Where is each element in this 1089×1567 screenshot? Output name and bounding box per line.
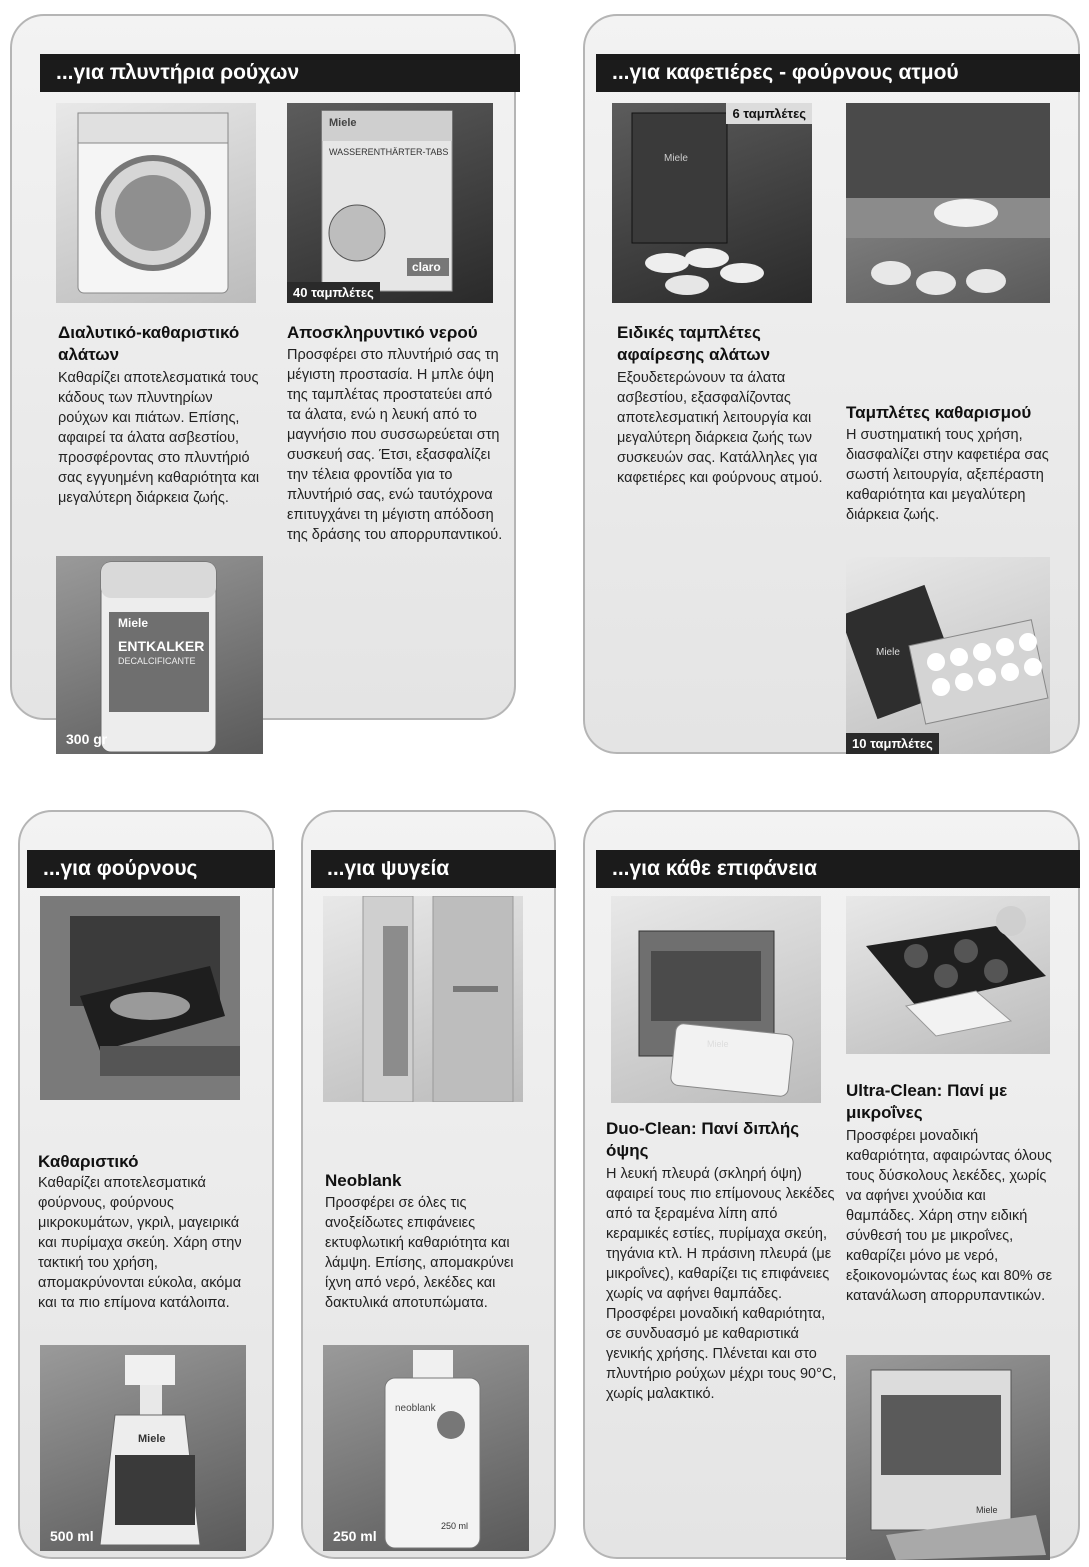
section-header-coffee: ...για καφετιέρες - φούρνους ατμού [596,54,1080,92]
descaler-pack-label: ENTKALKER [118,638,205,654]
neoblank-photo [323,1345,529,1551]
water-softener-pack-brand: claro [412,260,441,274]
ultra-clean-title: Ultra-Clean: Πανί με μικροΐνες [846,1081,1008,1122]
spray-bottle-icon [40,1345,246,1551]
descaler-badge: 300 gr [66,731,108,747]
section-header-ovens: ...για φούρνους [27,850,275,888]
fridge-photo [323,896,523,1102]
oven-cleaner-photo [40,1345,246,1551]
water-softener-description: Προσφέρει στο πλυντήριό σας τη μέγιστη προστασία. Η μπλε όψη της ταμπλέτας προστατεύει από τα άλατα, ενώ η λευκή από το μαγνήσιο που συσσωρεύεται στη συσκευή σας. Έτσι, εξασφαλίζει την τέλεια φροντίδα για το πλυντήριό σας, ενώ ταυτόχρονα επιτυγχάνει τη μέγιστη απόδοση της δράσης του απορρυπαντικού. [287,347,503,543]
water-softener-pack-label: WASSERENTHÄRTER-TABS [329,147,449,157]
ultra-clean-photo [846,1355,1050,1560]
neoblank-description: Προσφέρει σε όλες τις ανοξείδωτες επιφάνειες εκτυφλωτική καθαριότητα και λάμψη. Επίσης, απομακρύνει ίχνη από νερό, λεκέδες και δακτυλικά αποτυπώματα. [325,1195,514,1311]
duo-clean-brand: Miele [707,1039,729,1049]
tablet-pack-icon [612,103,812,303]
descaling-tablets-description: Εξουδετερώνουν τα άλατα ασβεστίου, εξασφαλίζοντας αποτελεσματική λειτουργία και μεγαλύτερη διάρκεια ζωής των συσκευών σας. Κατάλληλες για καφετιέρες και φούρνους ατμού. [617,370,823,486]
cleaning-tablets-title: Ταμπλέτες καθαρισμού [846,403,1032,422]
oven-cleaner-title: Καθαριστικό [38,1152,139,1171]
neoblank-pack-volume: 250 ml [441,1521,469,1531]
neoblank-pack-label: neoblank [395,1403,436,1414]
descaler-brand: Miele [118,616,149,630]
cleaning-tablets-photo [846,557,1050,754]
section-header-washing: ...για πλυντήρια ρούχων [40,54,520,92]
descaling-tablets-badge: 6 ταμπλέτες [726,103,812,124]
cooktop-photo [846,896,1050,1054]
descaler-jar-icon [56,556,263,754]
water-softener-brand: Miele [329,117,357,129]
duo-clean-description: Η λευκή πλευρά (σκληρή όψη) αφαιρεί τους πιο επίμονους λεκέδες από τα ξεραμένα λίπη από κεραμικές εστίες, πυρίμαχα σκεύη, τηγάνια κτλ. Η πράσινη πλευρά (με μικροΐνες), καθαρίζει τις επιφάνειες χωρίς να αφήνει θαμπάδες. Προσφέρει μοναδική καθαριότητα, σε συνδυασμό με καθαριστικά γενικής χρήσης. Πλένεται και στο πλυντήριο ρούχων μέχρι τους 90°C, χωρίς μαλακτικό. [606,1166,837,1402]
water-softener-badge: 40 ταμπλέτες [287,282,380,303]
neoblank-bottle-icon [323,1345,529,1551]
oven-cleaner-description: Καθαρίζει αποτελεσματικά φούρνους, φούρνους μικροκυμάτων, γκριλ, μαγειρικά και πυρίμαχα σκεύη. Χάρη στην τακτική του χρήση, απομακρύνονται εύκολα, ακόμα και τα πιο επίμονα κατάλοιπα. [38,1175,242,1311]
cloth-pack-icon [611,896,821,1103]
oven-tray-icon [40,896,240,1100]
descaler-photo [56,556,263,754]
tablet-box-icon [287,103,493,303]
oven-cleaner-badge: 500 ml [50,1528,94,1544]
water-softener-title: Αποσκληρυντικό νερού [287,323,478,342]
coffee-cup-icon [846,103,1050,303]
cleaning-tablets-description: Η συστηματική τους χρήση, διασφαλίζει στην καφετιέρα σας σωστή λειτουργία, αξεπέραστη καθαριότητα και μεγαλύτερη διάρκεια ζωής. [846,427,1049,523]
washing-machine-icon [56,103,256,303]
fridge-icon [323,896,523,1102]
section-header-surfaces: ...για κάθε επιφάνεια [596,850,1080,888]
water-softener-photo [287,103,493,303]
descaling-tablets-brand: Miele [664,153,688,164]
section-header-fridges: ...για ψυγεία [311,850,556,888]
cleaning-tablets-badge: 10 ταμπλέτες [846,733,939,754]
descaling-tablets-title: Ειδικές ταμπλέτες αφαίρεσης αλάτων [617,323,771,364]
duo-clean-title: Duo-Clean: Πανί διπλής όψης [606,1119,800,1160]
descaling-tablets-photo [612,103,812,303]
coffee-machine-photo [846,103,1050,303]
ultra-clean-description: Προσφέρει μοναδική καθαριότητα, αφαιρώντας όλους τους δύσκολους λεκέδες, χωρίς να αφήνει χνούδια και θαμπάδες. Χάρη στην ειδική σύνθεσή του με μικροΐνες, καθαρίζει μόνο με νερό, εξοικονομώντας έως και 80% σε κατανάλωση απορρυπαντικών. [846,1128,1053,1304]
duo-clean-photo [611,896,821,1103]
washing-machine-photo [56,103,256,303]
descaler-description: Καθαρίζει αποτελεσματικά τους κάδους των πλυντηρίων ρούχων και πιάτων. Επίσης, αφαιρεί τα άλατα ασβεστίου, προσφέροντας στο πλυντήριό σας εγγυημένη καθαριότητα και μεγαλύτερη διάρκεια ζωής. [58,370,260,506]
microfiber-pack-icon [846,1355,1050,1560]
ultra-clean-brand: Miele [976,1505,998,1515]
descaler-pack-sublabel: DECALCIFICANTE [118,656,196,666]
oven-cleaner-brand: Miele [138,1433,166,1445]
neoblank-badge: 250 ml [333,1528,377,1544]
cleaning-tablets-brand: Miele [876,647,900,658]
neoblank-title: Neoblank [325,1171,402,1190]
oven-photo [40,896,240,1100]
descaler-title: Διαλυτικό-καθαριστικό αλάτων [58,323,240,364]
cooktop-icon [846,896,1050,1054]
